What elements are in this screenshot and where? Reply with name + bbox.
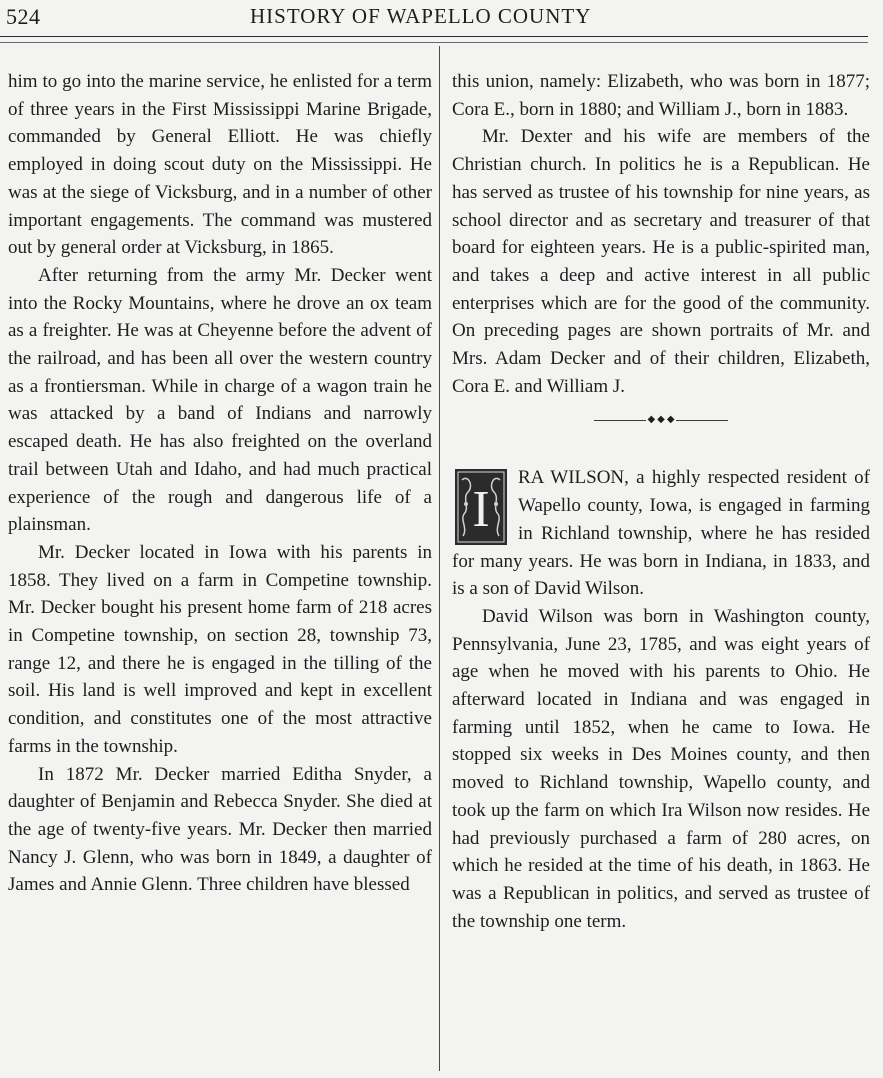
column-divider <box>439 46 440 1071</box>
ornament-line <box>594 420 646 421</box>
ornament-line <box>676 420 728 421</box>
paragraph: Mr. Decker located in Iowa with his parents in 1858. They lived on a farm in Competine township. Mr. Decker bought his present home farm of 218 acres in Competine township, on section 28, township 73, range 12, and there he is engaged in the tilling of the soil. His land is well improved and kept in excellent condition, and constitutes one of the most attractive farms in the township. <box>8 541 432 757</box>
running-title: HISTORY OF WAPELLO COUNTY <box>250 4 592 28</box>
diamond-icon: ◆ <box>647 414 656 426</box>
right-column <box>452 68 870 935</box>
page-header <box>0 0 883 40</box>
section-ornament <box>452 408 870 432</box>
paragraph: him to go into the marine service, he enlisted for a term of three years in the First Mississippi Marine Brigade, commanded by General Elliott. He was chiefly employed in doing scout duty on the Mississippi. He was at the siege of Vicksburg, and in a number of other important engagements. The command was mustered out by general order at Vicksburg, in 1865. <box>8 71 432 259</box>
paragraph: Mr. Dexter and his wife are members of the Christian church. In politics he is a Republican. He has served as trustee of his township for nine years, as school director and as secretary and treasurer of that board for eighteen years. He is a public-spirited man, and takes a deep and active interest in all public enterprises which are for the good of the community. On preceding pages are shown portraits of Mr. and Mrs. Adam Decker and of their children, Elizabeth, Cora E. and William J. <box>452 126 870 397</box>
paragraph: this union, namely: Elizabeth, who was born in 1877; Cora E., born in 1880; and William J., born in 1883. <box>452 71 870 120</box>
svg-text:I: I <box>472 481 490 539</box>
left-column <box>8 68 432 899</box>
paragraph: David Wilson was born in Washington county, Pennsylvania, June 23, 1785, and was eight years of age when he moved with his parents to Ohio. He afterward located in Indiana and was engaged in farming until 1852, when he came to Iowa. He stopped six weeks in Des Moines county, and then moved to Richland township, Wapello county, and took up the farm on which Ira Wilson now resides. He had previously purchased a farm of 280 acres, on which he resided at the time of his death, in 1863. He was a Republican in politics, and served as trustee of the township one term. <box>452 605 870 932</box>
drop-cap <box>454 468 508 546</box>
paragraph: In 1872 Mr. Decker married Editha Snyder, a daughter of Benjamin and Rebecca Snyder. She died at the age of twenty-five years. Mr. Decker then married Nancy J. Glenn, who was born in 1849, a daughter of James and Annie Glenn. Three children have blessed <box>8 763 432 896</box>
paragraph: RA WILSON, a highly respected resident of Wapello county, Iowa, is engaged in farming in Richland township, where he has resided for many years. He was born in Indiana, in 1833, and is a son of David Wilson. <box>452 467 870 600</box>
page-number: 524 <box>6 4 41 29</box>
header-rule-secondary <box>0 42 868 43</box>
ornamental-initial-icon <box>454 468 508 546</box>
paragraph: After returning from the army Mr. Decker went into the Rocky Mountains, where he drove an ox team as a freighter. He was at Cheyenne before the advent of the railroad, and has been all over the western country as a frontiersman. While in charge of a wagon train he was attacked by a band of Indians and narrowly escaped death. He has also freighted on the overland trail between Utah and Idaho, and had much practical experience of the rough and dangerous life of a plainsman. <box>8 264 432 536</box>
diamond-icon: ◆ <box>657 414 665 426</box>
header-rule <box>0 36 868 37</box>
diamond-icon: ◆ <box>666 414 675 426</box>
